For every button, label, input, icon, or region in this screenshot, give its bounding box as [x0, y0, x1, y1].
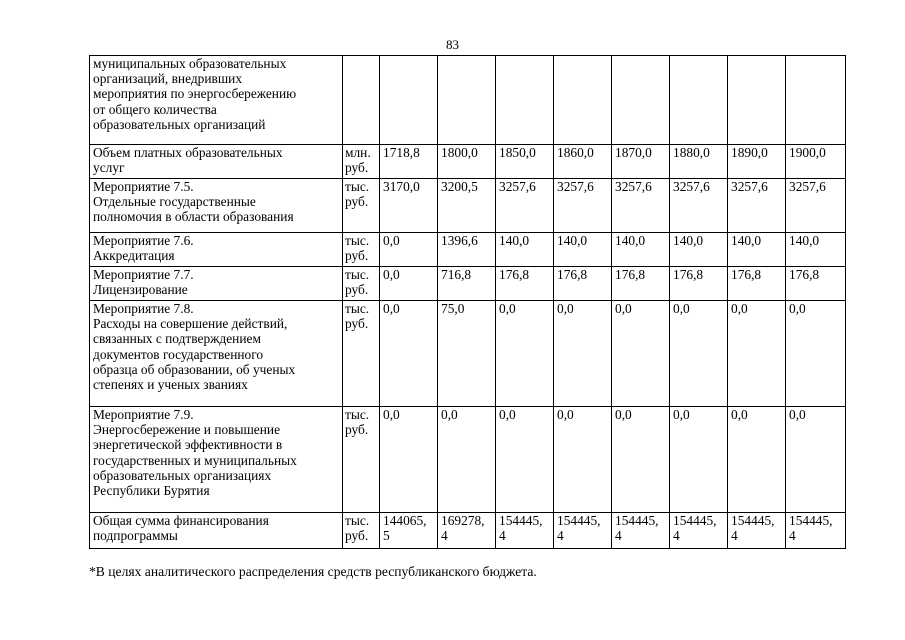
table-row [90, 56, 846, 145]
value-cell: 0,0 [786, 407, 846, 513]
value-cell: 140,0 [728, 233, 786, 267]
value-cell: 0,0 [380, 301, 438, 407]
page-number: 83 [446, 37, 459, 52]
value-cell: 3257,6 [728, 179, 786, 233]
value-cell: 0,0 [728, 407, 786, 513]
table-row [90, 145, 846, 179]
footnote: *В целях аналитического распределения средств республиканского бюджета. [89, 564, 537, 579]
value-cell: 716,8 [438, 267, 496, 301]
row-unit: тыс. руб. [343, 233, 380, 267]
value-cell: 0,0 [728, 301, 786, 407]
row-unit: тыс. руб. [343, 513, 380, 549]
row-label: Мероприятие 7.6. Аккредитация [90, 233, 343, 267]
value-cell: 3257,6 [612, 179, 670, 233]
value-cell: 75,0 [438, 301, 496, 407]
table-row [90, 233, 846, 267]
value-cell: 1860,0 [554, 145, 612, 179]
financing-table [89, 55, 846, 549]
value-cell: 169278, 4 [438, 513, 496, 549]
value-cell: 0,0 [496, 407, 554, 513]
value-cell: 1800,0 [438, 145, 496, 179]
value-cell: 154445, 4 [496, 513, 554, 549]
value-cell: 176,8 [554, 267, 612, 301]
value-cell: 3200,5 [438, 179, 496, 233]
value-cell: 0,0 [612, 301, 670, 407]
value-cell: 154445, 4 [670, 513, 728, 549]
value-cell [612, 56, 670, 145]
value-cell: 154445, 4 [554, 513, 612, 549]
value-cell: 140,0 [670, 233, 728, 267]
value-cell: 1718,8 [380, 145, 438, 179]
value-cell: 0,0 [554, 407, 612, 513]
value-cell: 0,0 [554, 301, 612, 407]
value-cell [496, 56, 554, 145]
value-cell: 140,0 [496, 233, 554, 267]
value-cell: 140,0 [554, 233, 612, 267]
value-cell: 3170,0 [380, 179, 438, 233]
value-cell: 3257,6 [786, 179, 846, 233]
value-cell: 154445, 4 [612, 513, 670, 549]
value-cell: 176,8 [670, 267, 728, 301]
value-cell: 0,0 [380, 267, 438, 301]
row-unit: тыс. руб. [343, 301, 380, 407]
value-cell: 1900,0 [786, 145, 846, 179]
value-cell: 0,0 [438, 407, 496, 513]
value-cell: 0,0 [496, 301, 554, 407]
value-cell: 1850,0 [496, 145, 554, 179]
value-cell: 1396,6 [438, 233, 496, 267]
row-label: Общая сумма финансирования подпрограммы [90, 513, 343, 549]
value-cell: 1890,0 [728, 145, 786, 179]
value-cell: 1880,0 [670, 145, 728, 179]
value-cell: 176,8 [496, 267, 554, 301]
value-cell [380, 56, 438, 145]
row-label: муниципальных образовательных организаций, внедривших мероприятия по энергосбережению от общего количества образовательных организаций [90, 56, 343, 145]
row-label: Мероприятие 7.7. Лицензирование [90, 267, 343, 301]
value-cell: 0,0 [670, 301, 728, 407]
value-cell: 1870,0 [612, 145, 670, 179]
row-unit: тыс. руб. [343, 407, 380, 513]
value-cell: 0,0 [380, 407, 438, 513]
table-row [90, 267, 846, 301]
value-cell [786, 56, 846, 145]
row-unit [343, 56, 380, 145]
value-cell: 0,0 [380, 233, 438, 267]
value-cell: 176,8 [728, 267, 786, 301]
value-cell: 3257,6 [670, 179, 728, 233]
value-cell: 154445, 4 [786, 513, 846, 549]
value-cell: 176,8 [786, 267, 846, 301]
table-row [90, 513, 846, 549]
row-unit: млн. руб. [343, 145, 380, 179]
value-cell: 3257,6 [496, 179, 554, 233]
value-cell: 3257,6 [554, 179, 612, 233]
row-unit: тыс. руб. [343, 179, 380, 233]
value-cell [554, 56, 612, 145]
row-label: Мероприятие 7.8. Расходы на совершение действий, связанных с подтверждением документов государственного образца об образовании, об ученых степенях и ученых званиях [90, 301, 343, 407]
row-label: Мероприятие 7.9. Энергосбережение и повышение энергетической эффективности в государственных и муниципальных образовательных организациях Республики Бурятия [90, 407, 343, 513]
table-row [90, 179, 846, 233]
value-cell: 0,0 [670, 407, 728, 513]
value-cell [728, 56, 786, 145]
value-cell: 0,0 [786, 301, 846, 407]
value-cell [670, 56, 728, 145]
value-cell: 144065, 5 [380, 513, 438, 549]
row-label: Мероприятие 7.5. Отдельные государственные полномочия в области образования [90, 179, 343, 233]
table-row [90, 407, 846, 513]
value-cell: 140,0 [612, 233, 670, 267]
value-cell: 140,0 [786, 233, 846, 267]
row-unit: тыс. руб. [343, 267, 380, 301]
row-label: Объем платных образовательных услуг [90, 145, 343, 179]
value-cell: 154445, 4 [728, 513, 786, 549]
value-cell: 0,0 [612, 407, 670, 513]
value-cell [438, 56, 496, 145]
value-cell: 176,8 [612, 267, 670, 301]
table-row [90, 301, 846, 407]
